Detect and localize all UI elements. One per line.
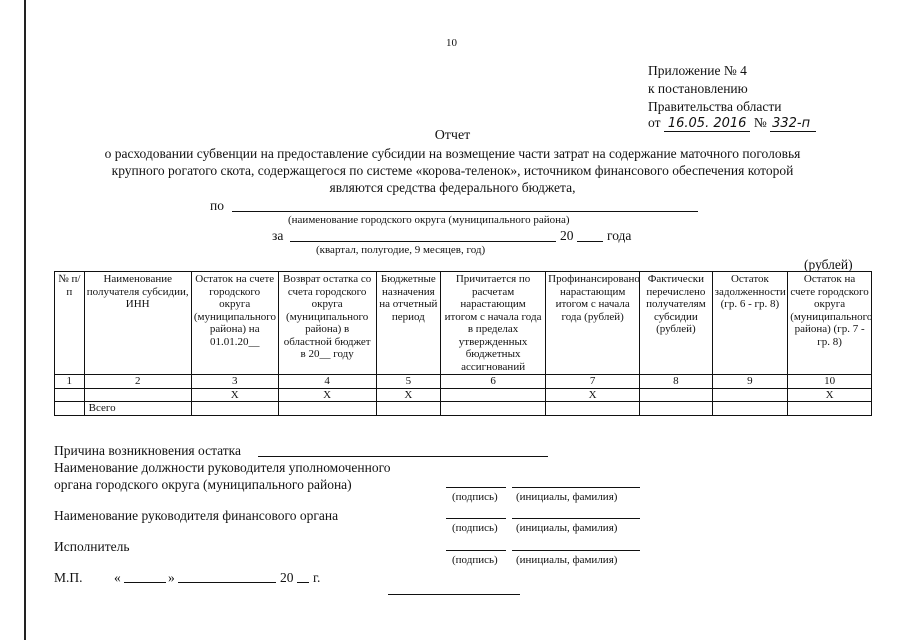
date-year-line	[297, 582, 309, 583]
by-fill-line	[232, 211, 698, 212]
table-total-row	[55, 402, 872, 416]
date-day-line	[124, 582, 166, 583]
table-cell: 4	[278, 375, 376, 389]
appendix-from-prefix: от	[648, 115, 661, 130]
period-fill-line	[290, 241, 556, 242]
table-cell: Х	[376, 388, 440, 402]
header-cell: Наименование получателя субсидии, ИНН	[84, 272, 191, 375]
fin-initials-line	[512, 518, 640, 519]
table-cell: 3	[191, 375, 278, 389]
table-cell	[55, 402, 85, 416]
subtitle-line-3: являются средства федерального бюджета,	[329, 180, 576, 195]
head-label-line-2: органа городского округа (муниципального района)	[54, 477, 352, 492]
head-initials-line	[512, 487, 640, 488]
fin-label: Наименование руководителя финансового органа	[54, 508, 339, 523]
table-cell	[712, 388, 788, 402]
page-number: 10	[446, 37, 457, 49]
fin-initials-caption: (инициалы, фамилия)	[516, 522, 618, 534]
head-initials-caption: (инициалы, фамилия)	[516, 491, 618, 503]
date-year: 20	[280, 570, 294, 585]
header-cell: Причитается по расчетам нарастающим итогом с начала года в пределах утвержденных бюджетных ассигнований	[440, 272, 545, 375]
date-suffix: г.	[313, 570, 321, 585]
by-label: по	[210, 198, 224, 213]
header-cell: Фактически перечислено получателям субсидии (рублей)	[640, 272, 713, 375]
fin-signature-line	[446, 518, 506, 519]
appendix-line-1: Приложение № 4	[648, 63, 747, 78]
table-cell: 8	[640, 375, 713, 389]
table-cell	[546, 402, 640, 416]
header-cell: Возврат остатка со счета городского округа (муниципального района) в областной бюджет в 20__ году	[278, 272, 376, 375]
table-cell: 6	[440, 375, 545, 389]
appendix-number: 332-п	[770, 116, 816, 132]
units-label: (рублей)	[804, 257, 853, 272]
table-cell	[376, 402, 440, 416]
bottom-divider	[388, 594, 520, 595]
table-cell	[640, 402, 713, 416]
table-cell: 10	[788, 375, 872, 389]
table-cell	[84, 388, 191, 402]
table-cell: 1	[55, 375, 85, 389]
executor-signature-line	[446, 550, 506, 551]
header-cell: Остаток задолженности (гр. 6 - гр. 8)	[712, 272, 788, 375]
document-title: Отчет	[434, 128, 471, 143]
table-cell	[191, 402, 278, 416]
date-close-quote: »	[168, 570, 175, 585]
total-label-cell: Всего	[84, 402, 191, 416]
mp-label: М.П.	[54, 570, 83, 585]
appendix-line-2: к постановлению	[648, 81, 748, 96]
date-open-quote: «	[114, 570, 121, 585]
table-cell: Х	[546, 388, 640, 402]
table-header-row	[55, 272, 872, 375]
appendix-date: 16.05. 2016	[664, 116, 751, 132]
report-table	[54, 271, 872, 416]
header-cell: Остаток на счете городского округа (муниципального района) (гр. 7 - гр. 8)	[788, 272, 872, 375]
executor-signature-caption: (подпись)	[452, 554, 498, 566]
period-prefix: за	[272, 228, 284, 243]
header-cell: № п/п	[55, 272, 85, 375]
table-number-row	[55, 375, 872, 389]
table-cell: 9	[712, 375, 788, 389]
subtitle-line-1: о расходовании субвенции на предоставление субсидии на возмещение части затрат на содержание маточного поголовья	[104, 146, 801, 161]
table-cell	[278, 402, 376, 416]
table-cell: Х	[788, 388, 872, 402]
header-cell: Профинансировано нарастающим итогом с начала года (рублей)	[546, 272, 640, 375]
executor-label: Исполнитель	[54, 539, 130, 554]
table-cell: 5	[376, 375, 440, 389]
period-year-fill-line	[577, 241, 603, 242]
table-cell	[712, 402, 788, 416]
header-cell: Бюджетные назначения на отчетный период	[376, 272, 440, 375]
table-cell: 7	[546, 375, 640, 389]
fin-signature-caption: (подпись)	[452, 522, 498, 534]
table-cell	[440, 388, 545, 402]
table-cell	[55, 388, 85, 402]
table-row	[55, 388, 872, 402]
table-cell	[640, 388, 713, 402]
period-caption: (квартал, полугодие, 9 месяцев, год)	[316, 244, 486, 256]
table-cell	[788, 402, 872, 416]
appendix-number-prefix: №	[753, 115, 767, 130]
head-signature-caption: (подпись)	[452, 491, 498, 503]
page-left-edge-line	[24, 0, 26, 640]
period-year: 20	[560, 228, 574, 243]
period-suffix: года	[607, 228, 632, 243]
by-caption: (наименование городского округа (муниципального района)	[288, 214, 570, 226]
table-cell: Х	[191, 388, 278, 402]
executor-initials-caption: (инициалы, фамилия)	[516, 554, 618, 566]
table-cell: 2	[84, 375, 191, 389]
subtitle-line-2: крупного рогатого скота, содержащегося по системе «корова-теленок», источником финансового обеспечения которой	[111, 163, 794, 178]
executor-initials-line	[512, 550, 640, 551]
header-cell: Остаток на счете городского округа (муниципального района) на 01.01.20__	[191, 272, 278, 375]
table-cell: Х	[278, 388, 376, 402]
reason-label: Причина возникновения остатка	[54, 443, 242, 458]
date-month-line	[178, 582, 276, 583]
table-cell	[440, 402, 545, 416]
appendix-line-3: Правительства области	[648, 99, 782, 114]
reason-fill-line	[258, 456, 548, 457]
head-signature-line	[446, 487, 506, 488]
head-label-line-1: Наименование должности руководителя уполномоченного	[54, 460, 391, 475]
